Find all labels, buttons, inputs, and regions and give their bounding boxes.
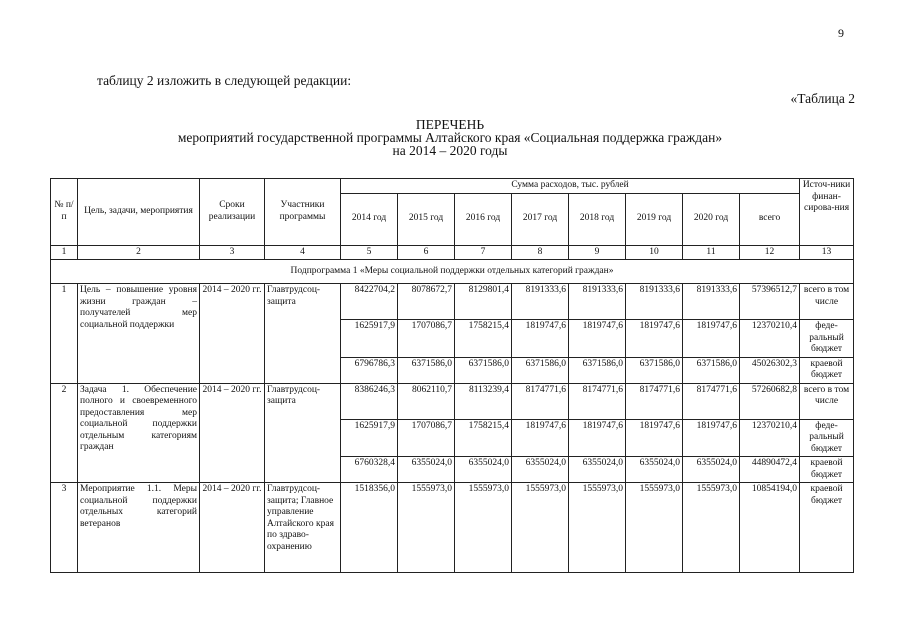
source-cell: краевой бюджет	[800, 483, 854, 573]
value-cell: 1758215,4	[455, 320, 512, 358]
header-period: Сроки реализации	[200, 179, 265, 246]
value-cell: 6760328,4	[341, 457, 398, 483]
table-label: «Таблица 2	[790, 91, 855, 106]
value-cell: 57396512,7	[740, 284, 800, 320]
title-block	[130, 118, 770, 157]
value-cell: 1819747,6	[569, 419, 626, 457]
value-cell: 1555973,0	[626, 483, 683, 573]
value-cell: 8113239,4	[455, 383, 512, 419]
source-cell: всего в том числе	[800, 284, 854, 320]
value-cell: 6355024,0	[512, 457, 569, 483]
value-cell: 6371586,0	[569, 357, 626, 383]
value-cell: 1819747,6	[512, 320, 569, 358]
value-cell: 8062110,7	[398, 383, 455, 419]
col-number: 1	[51, 245, 78, 260]
value-cell: 8174771,6	[626, 383, 683, 419]
value-cell: 12370210,4	[740, 320, 800, 358]
header-participants: Участники программы	[265, 179, 341, 246]
value-cell: 8191333,6	[569, 284, 626, 320]
row-participants: Главтрудсоц-защита	[265, 284, 341, 384]
value-cell: 6355024,0	[683, 457, 740, 483]
value-cell: 10854194,0	[740, 483, 800, 573]
value-cell: 8174771,6	[683, 383, 740, 419]
value-cell: 1625917,9	[341, 320, 398, 358]
value-cell: 45026302,3	[740, 357, 800, 383]
header-year-2016: 2016 год	[455, 193, 512, 245]
row-period: 2014 – 2020 гг.	[200, 383, 265, 483]
value-cell: 1819747,6	[569, 320, 626, 358]
program-table	[50, 178, 854, 573]
value-cell: 57260682,8	[740, 383, 800, 419]
source-cell: всего в том числе	[800, 383, 854, 419]
header-year-2014: 2014 год	[341, 193, 398, 245]
value-cell: 12370210,4	[740, 419, 800, 457]
value-cell: 6796786,3	[341, 357, 398, 383]
header-year-2019: 2019 год	[626, 193, 683, 245]
value-cell: 6355024,0	[626, 457, 683, 483]
value-cell: 6355024,0	[398, 457, 455, 483]
value-cell: 8191333,6	[512, 284, 569, 320]
value-cell: 1555973,0	[398, 483, 455, 573]
col-number: 5	[341, 245, 398, 260]
row-num: 3	[51, 483, 78, 573]
value-cell: 8386246,3	[341, 383, 398, 419]
value-cell: 1707086,7	[398, 320, 455, 358]
header-year-2018: 2018 год	[569, 193, 626, 245]
row-num: 1	[51, 284, 78, 384]
value-cell: 8191333,6	[683, 284, 740, 320]
title-heading: ПЕРЕЧЕНЬ	[415, 117, 485, 132]
header-source: Источ-ники финан-сирова-ния	[800, 179, 854, 246]
col-number: 3	[200, 245, 265, 260]
col-number: 7	[455, 245, 512, 260]
source-cell: краевой бюджет	[800, 357, 854, 383]
title-subheading: мероприятий государственной программы Алтайского края «Социальная поддержка граждан»	[177, 130, 723, 145]
row-period: 2014 – 2020 гг.	[200, 483, 265, 573]
value-cell: 1819747,6	[683, 320, 740, 358]
col-number: 9	[569, 245, 626, 260]
value-cell: 1555973,0	[683, 483, 740, 573]
value-cell: 1819747,6	[683, 419, 740, 457]
value-cell: 44890472,4	[740, 457, 800, 483]
subprogram-title: Подпрограмма 1 «Меры социальной поддержки отдельных категорий граждан»	[51, 260, 854, 284]
col-number: 13	[800, 245, 854, 260]
value-cell: 8078672,7	[398, 284, 455, 320]
title-period: на 2014 – 2020 годы	[392, 143, 508, 158]
value-cell: 1518356,0	[341, 483, 398, 573]
value-cell: 8129801,4	[455, 284, 512, 320]
value-cell: 1555973,0	[512, 483, 569, 573]
header-year-2015: 2015 год	[398, 193, 455, 245]
col-number: 8	[512, 245, 569, 260]
value-cell: 6355024,0	[455, 457, 512, 483]
value-cell: 1555973,0	[569, 483, 626, 573]
value-cell: 1707086,7	[398, 419, 455, 457]
value-cell: 6371586,0	[512, 357, 569, 383]
value-cell: 1819747,6	[626, 320, 683, 358]
header-year-2017: 2017 год	[512, 193, 569, 245]
col-number: 6	[398, 245, 455, 260]
source-cell: феде-ральный бюджет	[800, 419, 854, 457]
value-cell: 1819747,6	[626, 419, 683, 457]
col-number: 10	[626, 245, 683, 260]
row-num: 2	[51, 383, 78, 483]
header-expenses: Сумма расходов, тыс. рублей	[341, 179, 800, 194]
col-number: 12	[740, 245, 800, 260]
value-cell: 6371586,0	[398, 357, 455, 383]
header-goal: Цель, задачи, мероприятия	[78, 179, 200, 246]
value-cell: 1758215,4	[455, 419, 512, 457]
header-total: всего	[740, 193, 800, 245]
value-cell: 8174771,6	[569, 383, 626, 419]
row-goal: Цель – повышение уровня жизни граждан – получателей мер социальной поддержки	[78, 284, 200, 384]
col-number: 2	[78, 245, 200, 260]
value-cell: 1555973,0	[455, 483, 512, 573]
value-cell: 8191333,6	[626, 284, 683, 320]
value-cell: 6355024,0	[569, 457, 626, 483]
source-cell: краевой бюджет	[800, 457, 854, 483]
header-year-2020: 2020 год	[683, 193, 740, 245]
row-participants: Главтрудсоц-защита	[265, 383, 341, 483]
value-cell: 1819747,6	[512, 419, 569, 457]
value-cell: 1625917,9	[341, 419, 398, 457]
intro-text: таблицу 2 изложить в следующей редакции:	[97, 73, 352, 88]
row-participants: Главтрудсоц-защита; Главное управление Алтайского края по здраво-охранению	[265, 483, 341, 573]
row-goal: Задача 1. Обеспечение полного и своевременного предоставления мер социальной поддержки отдельным категориям граждан	[78, 383, 200, 483]
value-cell: 8422704,2	[341, 284, 398, 320]
value-cell: 6371586,0	[455, 357, 512, 383]
page-number: 9	[838, 26, 844, 40]
col-number: 4	[265, 245, 341, 260]
value-cell: 6371586,0	[683, 357, 740, 383]
row-goal: Мероприятие 1.1. Меры социальной поддержки отдельных категорий ветеранов	[78, 483, 200, 573]
col-number: 11	[683, 245, 740, 260]
row-period: 2014 – 2020 гг.	[200, 284, 265, 384]
source-cell: феде-ральный бюджет	[800, 320, 854, 358]
header-num: № п/п	[51, 179, 78, 246]
value-cell: 6371586,0	[626, 357, 683, 383]
value-cell: 8174771,6	[512, 383, 569, 419]
